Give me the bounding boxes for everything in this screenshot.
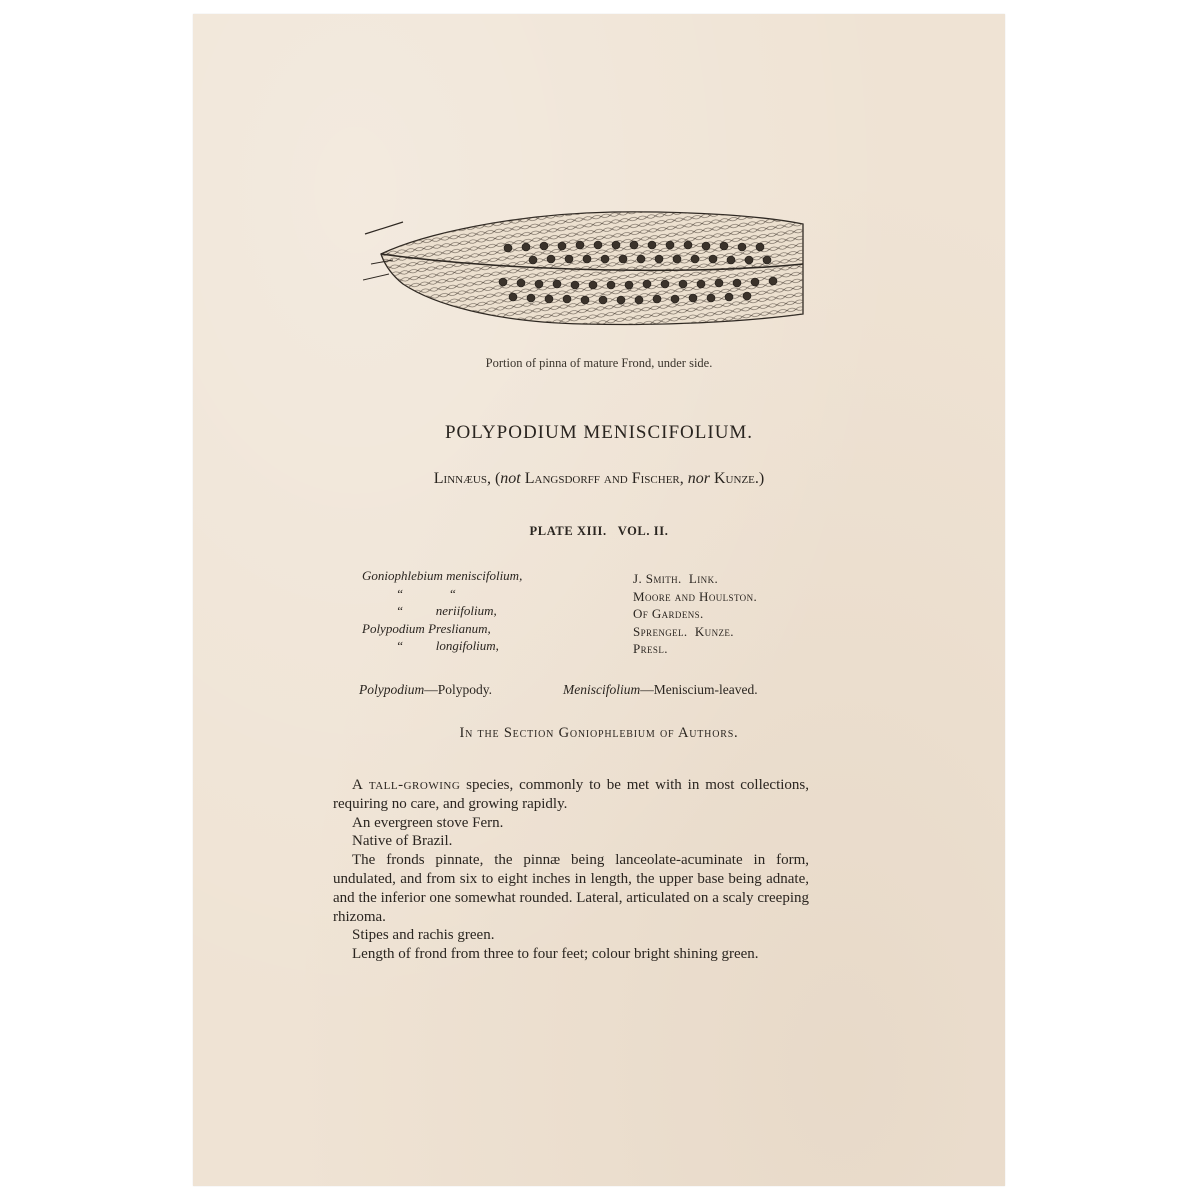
synonym-name: Goniophlebium meniscifolium, xyxy=(362,568,523,583)
species-description xyxy=(333,776,809,964)
etymology-species-meaning: —Meniscium-leaved. xyxy=(640,682,758,697)
author-nor: nor xyxy=(687,470,710,487)
synonym-name: “ “ xyxy=(396,585,456,601)
section-heading: In the Section Goniophlebium of Authors. xyxy=(459,725,739,741)
author-paren-open: ( xyxy=(490,470,501,487)
species-title: POLYPODIUM MENISCIFOLIUM. xyxy=(444,422,754,443)
etymology-genus xyxy=(359,682,492,698)
author-name: Linnæus, xyxy=(433,470,491,487)
synonym-name: “ neriifolium, xyxy=(396,603,497,618)
etymology-species xyxy=(563,682,758,698)
author-others: Langsdorff and Fischer, xyxy=(520,470,684,487)
plate-reference: PLATE XIII. VOL. II. xyxy=(529,524,669,538)
description-paragraph: Native of Brazil. xyxy=(352,833,453,850)
etymology-genus-term: Polypodium xyxy=(359,682,425,697)
description-lead-paragraph xyxy=(333,776,809,814)
author-not: not xyxy=(500,470,521,487)
etymology-species-term: Meniscifolium xyxy=(563,682,641,697)
pinna-outline xyxy=(363,204,813,344)
synonym-authority: Of Gardens. xyxy=(633,606,704,621)
figure-caption: Portion of pinna of mature Frond, under side. xyxy=(485,356,713,370)
description-lead-term: A tall-growing xyxy=(352,777,461,793)
description-paragraph: Length of frond from three to four feet; colour bright shining green. xyxy=(352,946,759,963)
synonym-names xyxy=(362,567,622,655)
fern-pinna-illustration xyxy=(363,204,813,344)
synonym-authorities xyxy=(633,570,893,658)
synonym-name: “ longifolium, xyxy=(396,638,499,653)
synonym-authority: Presl. xyxy=(633,641,668,656)
synonym-authority: Sprengel. Kunze. xyxy=(633,623,734,639)
description-paragraph: Stipes and rachis green. xyxy=(352,927,495,944)
book-page xyxy=(193,14,1005,1186)
etymology-genus-meaning: —Polypody. xyxy=(424,682,493,697)
author-last: Kunze.) xyxy=(710,470,765,487)
description-paragraph: The fronds pinnate, the pinnæ being lanceolate-acuminate in form, undulated, and from six to eight inches in length, the upper base being adnate, and the inferior one somewhat rounded. Lateral, articulated on a scaly creeping rhizoma. xyxy=(333,852,809,925)
description-lead-text: species, commonly to be met with in most collections, requiring no care, and growing rapidly. xyxy=(333,777,809,812)
synonym-authority: Moore and Houlston. xyxy=(633,588,758,604)
description-paragraph: An evergreen stove Fern. xyxy=(352,814,504,831)
synonym-authority: J. Smith. Link. xyxy=(633,571,719,586)
synonym-name: Polypodium Preslianum, xyxy=(362,620,491,636)
authority-line xyxy=(193,470,1005,488)
